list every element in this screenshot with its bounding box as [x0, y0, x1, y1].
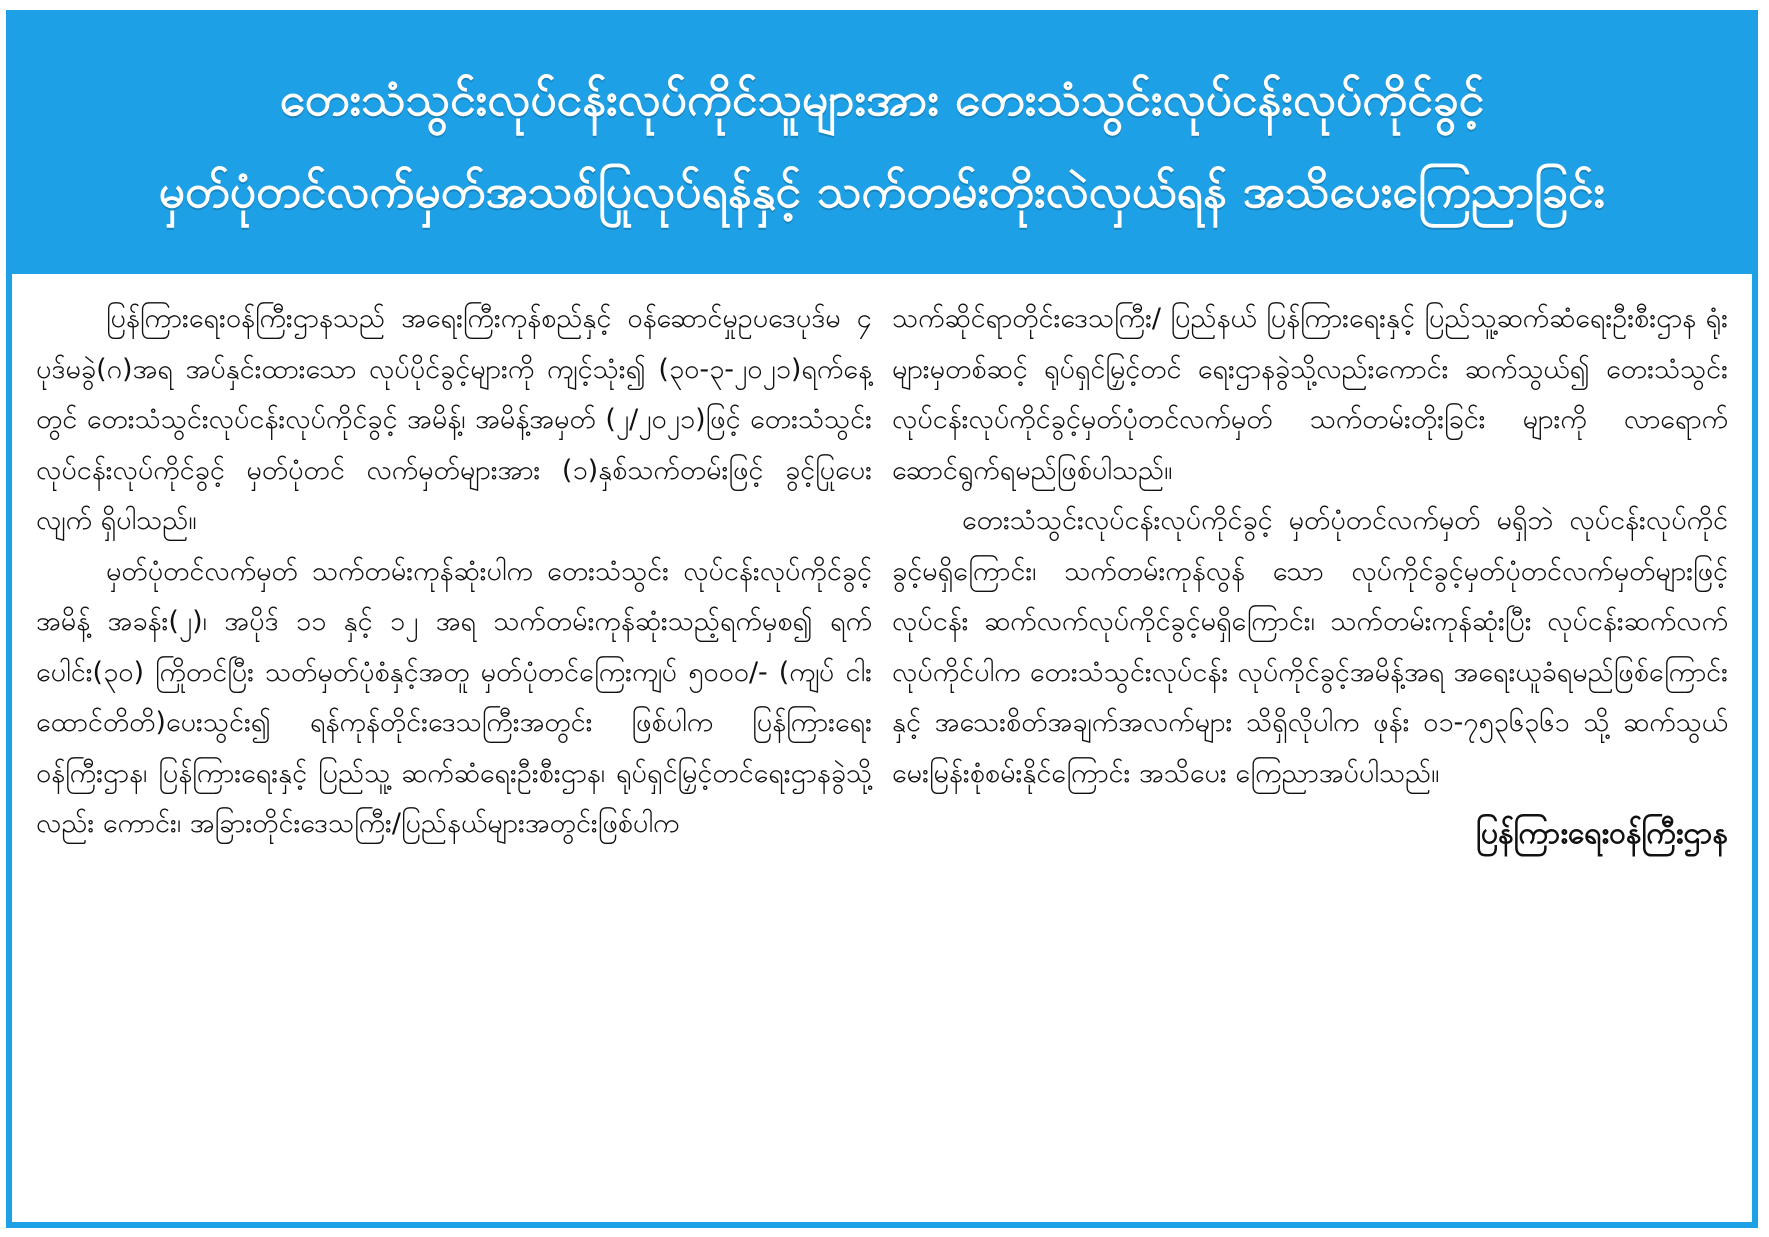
- paragraph-1: ပြန်ကြားရေးဝန်ကြီးဌာနသည် အရေးကြီးကုန်စည်နှင့် ဝန်ဆောင်မှုဥပဒေပုဒ်မ ၄ ပုဒ်မခွဲ(ဂ)အရ အပ်နှင်းထားသော လုပ်ပိုင်ခွင့်များကို ကျင့်သုံး၍ (၃၀-၃-၂၀၂၁)ရက်နေ့တွင် တေးသံသွင်းလုပ်ငန်းလုပ်ကိုင်ခွင့် အမိန့်၊ အမိန့်အမှတ် (၂/၂၀၂၁)ဖြင့် တေးသံသွင်းလုပ်ငန်းလုပ်ကိုင်ခွင့် မှတ်ပုံတင် လက်မှတ်များအား (၁)နှစ်သက်တမ်းဖြင့် ခွင့်ပြုပေးလျက် ရှိပါသည်။: [36, 303, 872, 536]
- paragraph-2-continued: သက်ဆိုင်ရာတိုင်းဒေသကြီး/ ပြည်နယ် ပြန်ကြားရေးနှင့် ပြည်သူ့ဆက်ဆံရေးဦးစီးဌာန ရုံးများမှတစ်ဆင့် ရုပ်ရှင်မြှင့်တင် ရေးဌာနခွဲသို့လည်းကောင်း ဆက်သွယ်၍ တေးသံသွင်း လုပ်ငန်းလုပ်ကိုင်ခွင့်မှတ်ပုံတင်လက်မှတ် သက်တမ်းတိုးခြင်း များကို လာရောက်ဆောင်ရွက်ရမည်ဖြစ်ပါသည်။: [892, 303, 1728, 486]
- body-columns: [36, 294, 1728, 1202]
- paragraph-3: တေးသံသွင်းလုပ်ငန်းလုပ်ကိုင်ခွင့် မှတ်ပုံတင်လက်မှတ် မရှိဘဲ လုပ်ငန်းလုပ်ကိုင်ခွင့်မရှိကြောင်း၊ သက်တမ်းကုန်လွန် သော လုပ်ကိုင်ခွင့်မှတ်ပုံတင်လက်မှတ်များဖြင့် လုပ်ငန်း ဆက်လက်လုပ်ကိုင်ခွင့်မရှိကြောင်း၊ သက်တမ်းကုန်ဆုံးပြီး လုပ်ငန်းဆက်လက်လုပ်ကိုင်ပါက တေးသံသွင်းလုပ်ငန်း လုပ်ကိုင်ခွင့်အမိန့်အရ အရေးယူခံရမည်ဖြစ်ကြောင်းနှင့် အသေးစိတ်အချက်အလက်များ သိရှိလိုပါက ဖုန်း ၀၁-၇၅၃၆၃၆၁ သို့ ဆက်သွယ်မေးမြန်းစုံစမ်းနိုင်ကြောင်း အသိပေး ကြေညာအပ်ပါသည်။: [892, 505, 1728, 789]
- title-line-1: တေးသံသွင်းလုပ်ငန်းလုပ်ကိုင်သူများအား တေးသံသွင်းလုပ်ငန်းလုပ်ကိုင်ခွင့်: [279, 72, 1485, 126]
- notice-frame: [6, 10, 1758, 1228]
- left-column: [36, 294, 872, 1202]
- right-column: [892, 294, 1728, 1202]
- title-banner: [12, 16, 1752, 274]
- paragraph-2: မှတ်ပုံတင်လက်မှတ် သက်တမ်းကုန်ဆုံးပါက တေးသံသွင်း လုပ်ငန်းလုပ်ကိုင်ခွင့်အမိန့် အခန်း(၂)၊ အပိုဒ် ၁၁ နှင့် ၁၂ အရ သက်တမ်းကုန်ဆုံးသည့်ရက်မှစ၍ ရက်ပေါင်း(၃၀) ကြိုတင်ပြီး သတ်မှတ်ပုံစံနှင့်အတူ မှတ်ပုံတင်ကြေးကျပ် ၅၀၀၀/- (ကျပ် ငါးထောင်တိတိ)ပေးသွင်း၍ ရန်ကုန်တိုင်းဒေသကြီးအတွင်း ဖြစ်ပါက ပြန်ကြားရေးဝန်ကြီးဌာန၊ ပြန်ကြားရေးနှင့် ပြည်သူ့ ဆက်ဆံရေးဦးစီးဌာန၊ ရုပ်ရှင်မြှင့်တင်ရေးဌာနခွဲသို့လည်း ကောင်း၊ အခြားတိုင်းဒေသကြီး/ပြည်နယ်များအတွင်းဖြစ်ပါက: [36, 555, 872, 839]
- title-line-2: မှတ်ပုံတင်လက်မှတ်အသစ်ပြုလုပ်ရန်နှင့် သက်တမ်းတိုးလဲလှယ်ရန် အသိပေးကြေညာခြင်း: [158, 164, 1606, 218]
- signature: ပြန်ကြားရေးဝန်ကြီးဌာန: [1475, 816, 1728, 851]
